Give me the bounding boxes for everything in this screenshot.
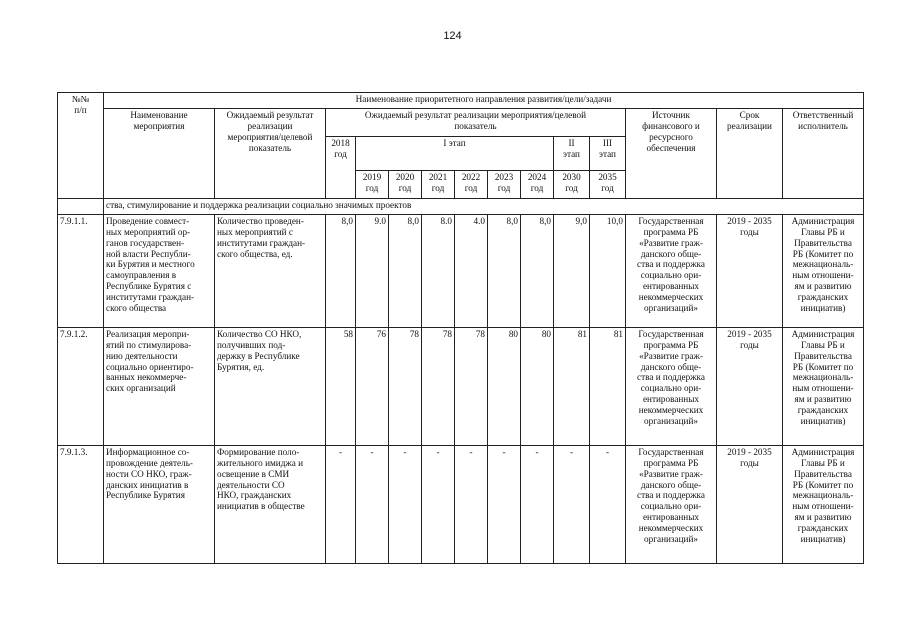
header-stage-2: II этап xyxy=(554,137,590,171)
row-value: - xyxy=(488,446,521,564)
row-term: 2019 - 2035 годы xyxy=(717,328,783,446)
row-value: 78 xyxy=(389,328,422,446)
header-year: 2022 год xyxy=(455,171,488,199)
row-value: 9.0 xyxy=(356,215,389,328)
row-value: 78 xyxy=(422,328,455,446)
header-stage-1: I этап xyxy=(356,137,554,171)
row-value: 76 xyxy=(356,328,389,446)
measures-table xyxy=(57,92,864,564)
row-value: - xyxy=(554,446,590,564)
header-num: №№ п/п xyxy=(58,93,104,199)
row-indicator: Формирование поло- жительного имиджа и освещение в СМИ деятельности СО НКО, гражданских инициатив в обществе xyxy=(215,446,326,564)
row-source: Государственная программа РБ «Развитие граж- данского обще- ства и поддержка социально ори- ентированных некоммерческих организаций» xyxy=(626,328,717,446)
row-term: 2019 - 2035 годы xyxy=(717,446,783,564)
row-num: 7.9.1.2. xyxy=(58,328,104,446)
row-responsible: Администрация Главы РБ и Правительства РБ (Комитет по межнациональ- ным отношени- ям и развитию гражданских инициатив) xyxy=(783,446,864,564)
row-value: 8,0 xyxy=(488,215,521,328)
header-expected-result-goal: Ожидаемый результат реализации мероприятия/целевой показатель xyxy=(326,109,626,137)
row-value: 80 xyxy=(488,328,521,446)
row-value: 81 xyxy=(554,328,590,446)
header-year: 2035 год xyxy=(590,171,626,199)
table-row xyxy=(58,328,864,446)
row-value: 81 xyxy=(590,328,626,446)
row-value: 78 xyxy=(455,328,488,446)
row-value: 8,0 xyxy=(326,215,356,328)
header-term: Срок реализации xyxy=(717,109,783,199)
row-value: 8,0 xyxy=(389,215,422,328)
row-source: Государственная программа РБ «Развитие граж- данского обще- ства и поддержка социально ори- ентированных некоммерческих организаций» xyxy=(626,446,717,564)
header-event-name: Наименование мероприятия xyxy=(104,109,215,199)
row-responsible: Администрация Главы РБ и Правительства РБ (Комитет по межнациональ- ным отношени- ям и развитию гражданских инициатив) xyxy=(783,328,864,446)
row-value: 8,0 xyxy=(521,215,554,328)
header-stage-3: III этап xyxy=(590,137,626,171)
row-num: 7.9.1.1. xyxy=(58,215,104,328)
header-year: 2023 год xyxy=(488,171,521,199)
row-value: 9,0 xyxy=(554,215,590,328)
row-value: - xyxy=(590,446,626,564)
header-year-2018: 2018 год xyxy=(326,137,356,199)
row-value: - xyxy=(422,446,455,564)
row-value: 80 xyxy=(521,328,554,446)
row-value: 8.0 xyxy=(422,215,455,328)
header-year: 2020 год xyxy=(389,171,422,199)
continuation-num-cell xyxy=(58,199,104,215)
row-value: - xyxy=(389,446,422,564)
row-source: Государственная программа РБ «Развитие граж- данского обще- ства и поддержка социально ори- ентированных некоммерческих организаций» xyxy=(626,215,717,328)
header-responsible: Ответственный исполнитель xyxy=(783,109,864,199)
header-year: 2019 год xyxy=(356,171,389,199)
row-term: 2019 - 2035 годы xyxy=(717,215,783,328)
row-value: - xyxy=(455,446,488,564)
table-row xyxy=(58,446,864,564)
row-indicator: Количество СО НКО, получивших под- держку в Республике Бурятия, ед. xyxy=(215,328,326,446)
row-num: 7.9.1.3. xyxy=(58,446,104,564)
row-event-name: Проведение совмест- ных мероприятий ор- ганов государствен- ной власти Республи- ки Бурятия и местного самоуправления в Республике Бурятия с институтами граждан- ского общества xyxy=(104,215,215,328)
header-year: 2024 год xyxy=(521,171,554,199)
row-value: - xyxy=(521,446,554,564)
row-value: 58 xyxy=(326,328,356,446)
row-event-name: Информационное со- провождение деятель- ности СО НКО, граж- данских инициатив в Республике Бурятия xyxy=(104,446,215,564)
table-row xyxy=(58,215,864,328)
row-value: - xyxy=(326,446,356,564)
page-number: 124 xyxy=(443,30,462,42)
header-direction: Наименование приоритетного направления развития/цели/задачи xyxy=(104,93,864,109)
row-value: 4.0 xyxy=(455,215,488,328)
row-indicator: Количество проведен- ных мероприятий с институтами граждан- ского общества, ед. xyxy=(215,215,326,328)
row-event-name: Реализация меропри- ятий по стимулирова- нию деятельности социально ориентиро- ванных некоммерче- ских организаций xyxy=(104,328,215,446)
row-value: 10,0 xyxy=(590,215,626,328)
header-year: 2030 год xyxy=(554,171,590,199)
row-value: - xyxy=(356,446,389,564)
continuation-row: ства, стимулирование и поддержка реализации социально значимых проектов xyxy=(104,199,864,215)
header-expected-result: Ожидаемый результат реализации мероприятия/целевой показатель xyxy=(215,109,326,199)
row-responsible: Администрация Главы РБ и Правительства РБ (Комитет по межнациональ- ным отношени- ям и развитию гражданских инициатив) xyxy=(783,215,864,328)
header-year: 2021 год xyxy=(422,171,455,199)
header-source: Источник финансового и ресурсного обеспечения xyxy=(626,109,717,199)
